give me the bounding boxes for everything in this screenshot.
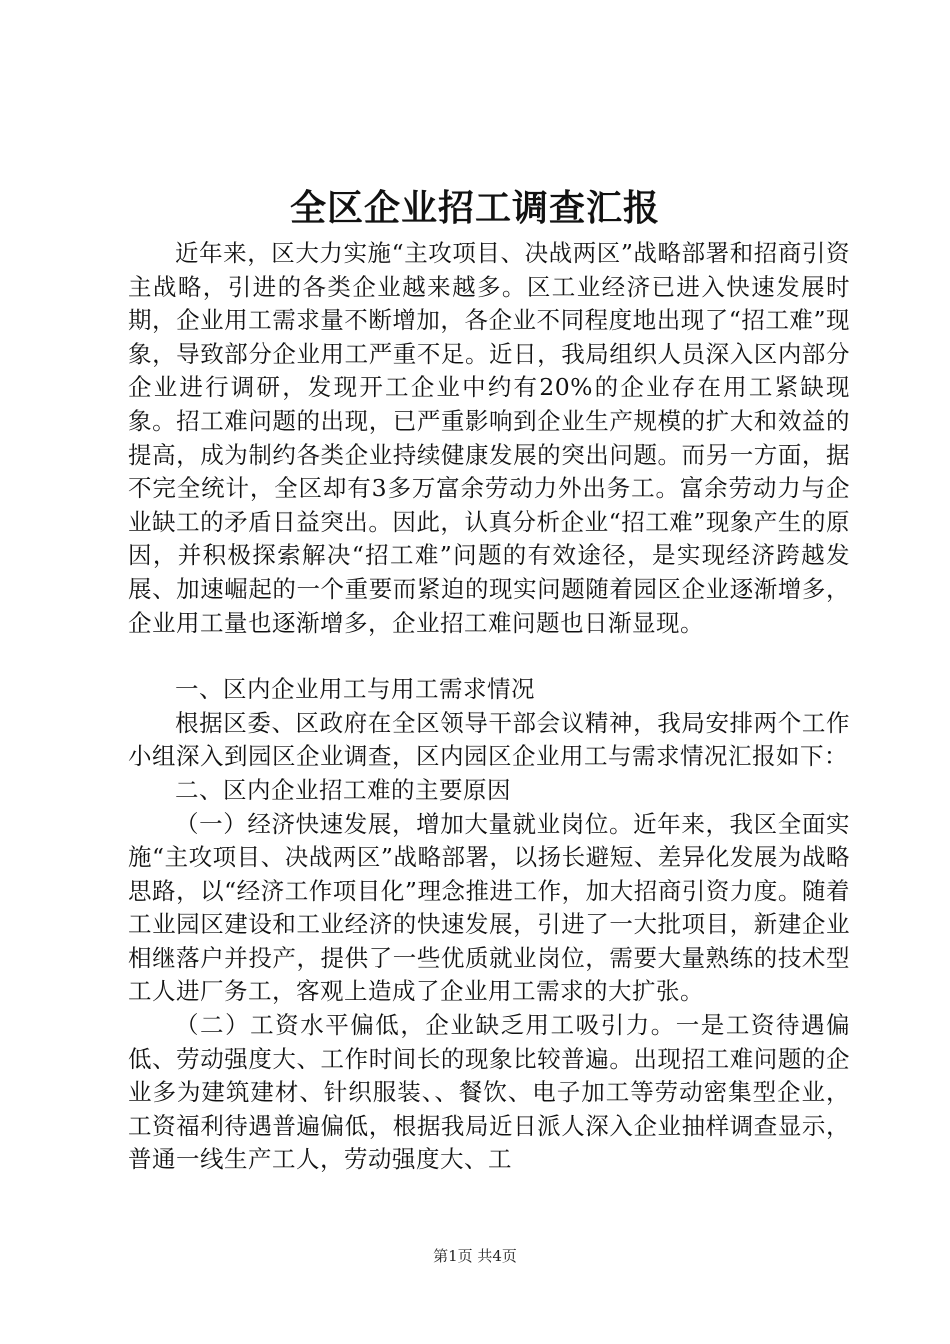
subsection-1-paragraph: （一）经济快速发展，增加大量就业岗位。近年来，我区全面实施“主攻项目、决战两区”战略部署，以扬长避短、差异化发展为战略思路，以“经济工作项目化”理念推进工作，加大招商引资力度。随着工业园区建设和工业经济的快速发展，引进了一大批项目，新建企业相继落户并投产，提供了一些优质就业岗位，需要大量熟练的技术型工人进厂务工，客观上造成了企业用工需求的大扩张。 [128, 809, 850, 1006]
intro-paragraph: 近年来，区大力实施“主攻项目、决战两区”战略部署和招商引资主战略，引进的各类企业越来越多。区工业经济已进入快速发展时期，企业用工需求量不断增加，各企业不同程度地出现了“招工难”现象，导致部分企业用工严重不足。近日，我局组织人员深入区内部分企业进行调研，发现开工企业中约有20%的企业存在用工紧缺现象。招工难问题的出现，已严重影响到企业生产规模的扩大和效益的提高，成为制约各类企业持续健康发展的突出问题。而另一方面，据不完全统计，全区却有3多万富余劳动力外出务工。富余劳动力与企业缺工的矛盾日益突出。因此，认真分析企业“招工难”现象产生的原因，并积极探索解决“招工难”问题的有效途径，是实现经济跨越发展、加速崛起的一个重要而紧迫的现实问题随着园区企业逐渐增多，企业用工量也逐渐增多，企业招工难问题也日渐显现。 [128, 239, 850, 637]
section-heading-1: 一、区内企业用工与用工需求情况 [175, 675, 535, 704]
page-number: 第1页 共4页 [433, 1247, 517, 1265]
subsection-2-paragraph: （二）工资水平偏低，企业缺乏用工吸引力。一是工资待遇偏低、劳动强度大、工作时间长的现象比较普遍。出现招工难问题的企业多为建筑建材、针织服装、、餐饮、电子加工等劳动密集型企业，工资福利待遇普遍偏低，根据我局近日派人深入企业抽样调查显示，普通一线生产工人，劳动强度大、工 [128, 1011, 850, 1174]
document-body [128, 237, 850, 1177]
section-heading-2: 二、区内企业招工难的主要原因 [175, 775, 511, 804]
section-1-paragraph: 根据区委、区政府在全区领导干部会议精神，我局安排两个工作小组深入到园区企业调查，区内园区企业用工与需求情况汇报如下： [128, 708, 850, 771]
document-title: 全区企业招工调查汇报 [289, 187, 660, 229]
